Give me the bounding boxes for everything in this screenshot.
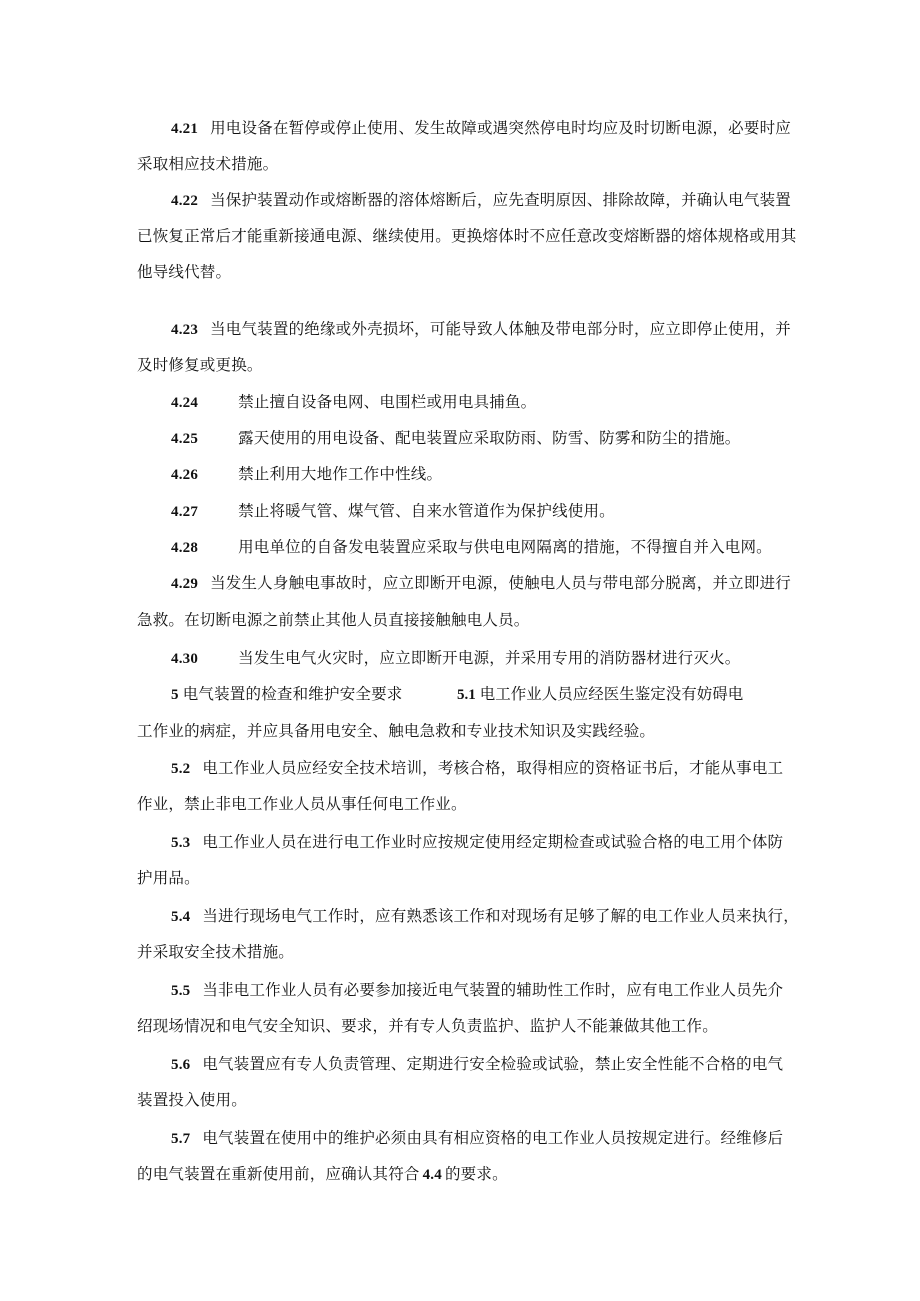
clause-5-5-line-2: 绍现场情况和电气安全知识、要求，并有专人负责监护、监护人不能兼做其他工作。 xyxy=(137,1017,718,1035)
clause-4-22-line-3: 他导线代替。 xyxy=(137,263,232,281)
clause-5-1-line-2: 工作业的病症，并应具备用电安全、触电急救和专业技术知识及实践经验。 xyxy=(137,722,656,740)
section-5-heading xyxy=(171,684,403,705)
clause-text: 的要求。 xyxy=(444,1165,508,1183)
clause-5-1-line-1 xyxy=(457,684,743,705)
clause-number: 4.24 xyxy=(171,395,199,411)
clause-text: 电气装置在使用中的维护必须由具有相应资格的电工作业人员按规定进行。经维修后 xyxy=(202,1129,784,1147)
clause-number: 5.2 xyxy=(171,761,191,777)
clause-4-29-line-1 xyxy=(171,573,791,594)
clause-text: 禁止利用大地作工作中性线。 xyxy=(238,465,443,483)
clause-number: 4.27 xyxy=(171,504,199,520)
clause-number: 4.25 xyxy=(171,431,199,447)
clause-number: 4.23 xyxy=(171,322,199,338)
clause-number: 5.5 xyxy=(171,983,191,999)
clause-4-21-line-1 xyxy=(171,118,791,139)
section-number: 5 xyxy=(171,687,179,703)
clause-text: 的电气装置在重新使用前，应确认其符合 xyxy=(137,1165,420,1183)
clause-5-7-line-1 xyxy=(171,1128,783,1149)
clause-text: 当保护装置动作或熔断器的溶体熔断后，应先查明原因、排除故障，并确认电气装置 xyxy=(210,191,791,209)
clause-text: 用电设备在暂停或停止使用、发生故障或遇突然停电时均应及时切断电源，必要时应 xyxy=(210,119,791,137)
clause-4-22-line-2: 已恢复正常后才能重新接通电源、继续使用。更换熔体时不应任意改变熔断器的熔体规格或用其 xyxy=(137,227,797,245)
clause-4-28 xyxy=(171,537,772,558)
clause-text: 当发生电气火灾时，应立即断开电源，并采用专用的消防器材进行灭火。 xyxy=(238,649,741,667)
section-title: 电气装置的检查和维护安全要求 xyxy=(182,685,403,703)
clause-number: 4.29 xyxy=(171,576,199,592)
clause-reference: 4.4 xyxy=(422,1167,442,1183)
clause-text: 电气装置应有专人负责管理、定期进行安全检验或试验，禁止安全性能不合格的电气 xyxy=(202,1055,784,1073)
clause-4-22-line-1 xyxy=(171,190,791,211)
clause-5-6-line-2: 装置投入使用。 xyxy=(137,1091,247,1109)
clause-text: 电工作业人员应经医生鉴定没有妨碍电 xyxy=(479,685,744,703)
clause-5-6-line-1 xyxy=(171,1054,783,1075)
clause-number: 5.4 xyxy=(171,909,191,925)
clause-4-23-line-1 xyxy=(171,319,791,340)
clause-5-3-line-2: 护用品。 xyxy=(137,869,200,887)
clause-text: 电工作业人员应经安全技术培训，考核合格，取得相应的资格证书后，才能从事电工 xyxy=(202,759,784,777)
clause-text: 用电单位的自备发电装置应采取与供电电网隔离的措施，不得擅自并入电网。 xyxy=(238,538,772,556)
clause-number: 4.30 xyxy=(171,651,199,667)
clause-text: 当进行现场电气工作时，应有熟悉该工作和对现场有足够了解的电工作业人员来执行， xyxy=(202,907,799,925)
clause-text: 当电气装置的绝缘或外壳损坏，可能导致人体触及带电部分时，应立即停止使用，并 xyxy=(210,320,791,338)
clause-4-21-line-2: 采取相应技术措施。 xyxy=(137,155,279,173)
clause-5-3-line-1 xyxy=(171,832,783,853)
clause-5-4-line-1 xyxy=(171,906,799,927)
clause-number: 4.22 xyxy=(171,193,199,209)
clause-text: 电工作业人员在进行电工作业时应按规定使用经定期检查或试验合格的电工用个体防 xyxy=(202,833,784,851)
clause-4-25 xyxy=(171,428,740,449)
clause-4-30 xyxy=(171,648,740,669)
clause-text: 当发生人身触电事故时，应立即断开电源，使触电人员与带电部分脱离，并立即进行 xyxy=(210,574,791,592)
clause-text: 当非电工作业人员有必要参加接近电气装置的辅助性工作时，应有电工作业人员先介 xyxy=(202,981,784,999)
clause-number: 4.26 xyxy=(171,467,199,483)
clause-number: 5.6 xyxy=(171,1057,191,1073)
clause-5-4-line-2: 并采取安全技术措施。 xyxy=(137,943,295,961)
clause-5-7-line-2 xyxy=(137,1164,508,1185)
clause-text: 禁止将暖气管、煤气管、自来水管道作为保护线使用。 xyxy=(238,502,615,520)
clause-number: 5.3 xyxy=(171,835,191,851)
clause-number: 4.21 xyxy=(171,121,199,137)
clause-4-29-line-2: 急救。在切断电源之前禁止其他人员直接接触触电人员。 xyxy=(137,611,530,629)
clause-5-2-line-1 xyxy=(171,758,783,779)
clause-4-23-line-2: 及时修复或更换。 xyxy=(137,356,263,374)
clause-4-27 xyxy=(171,501,615,522)
clause-number: 5.1 xyxy=(457,687,476,703)
clause-4-24 xyxy=(171,392,536,413)
clause-5-5-line-1 xyxy=(171,980,783,1001)
clause-4-26 xyxy=(171,464,442,485)
clause-number: 5.7 xyxy=(171,1131,191,1147)
clause-5-2-line-2: 作业，禁止非电工作业人员从事任何电工作业。 xyxy=(137,795,467,813)
clause-text: 禁止擅自设备电网、电围栏或用电具捕鱼。 xyxy=(238,393,537,411)
clause-text: 露天使用的用电设备、配电装置应采取防雨、防雪、防雾和防尘的措施。 xyxy=(238,429,741,447)
clause-number: 4.28 xyxy=(171,540,199,556)
